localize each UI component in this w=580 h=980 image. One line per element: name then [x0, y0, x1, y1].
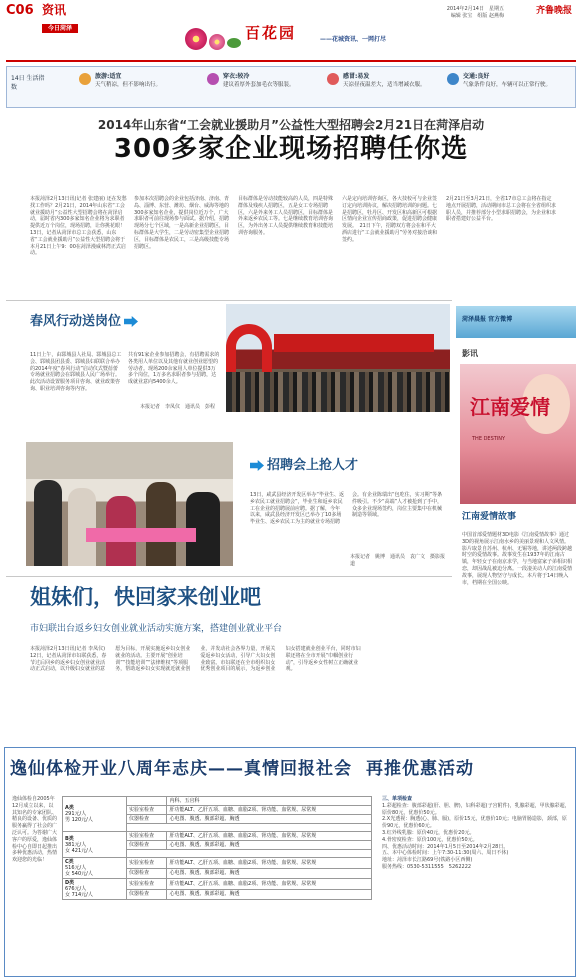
page-number: C06 — [6, 3, 34, 18]
story2-byline: 本报记者 李凤仪 通讯员 彭程 — [140, 404, 216, 410]
package-d — [63, 879, 127, 900]
flower-icon — [209, 34, 225, 50]
subsection-tag: 今日菏泽 — [42, 24, 78, 33]
index-name: 穿衣:较冷 — [223, 73, 250, 80]
issue-meta — [447, 6, 504, 20]
index-desc: 天气稍凉，但不影响出行。 — [95, 82, 162, 88]
traffic-icon — [447, 73, 459, 85]
ad-line: 3.红外线乳腺：原价40元，优惠价20元。 — [382, 829, 475, 836]
table-cell: 仪器检查 — [127, 815, 167, 824]
story4-body: 本报菏泽2月13日讯(记者 李凤仪) 12日，记者从菏泽市妇联获悉，春节过后回乡的返乡妇女创业就业活动正式启动，以升级妇女就业的意愿为目标，开展实施返乡妇女创业就业的活动。主要开展“创业培训”“技能培训”“法律维权”等项服务，帮助返乡妇女实现就近就业创业，并发动社会各界力量，开展关爱返乡妇女活动，引导广大妇女创业致富。市妇联还在全市组织妇女优秀创业项目的展示，为返乡创业妇女搭建就业创业平台，同时市妇联还将在全市开展“巾帼创业行动”，引导返乡女性树立正确就业观。 — [30, 646, 361, 673]
pkg-price: 381元/人 — [65, 841, 87, 848]
ad-line: 四、优惠活动时间：2014年1月5日至2014年2月28日。 — [382, 843, 509, 850]
travel-icon — [79, 73, 91, 85]
banner-title: 百花园 — [245, 24, 297, 42]
index-cold — [327, 73, 447, 103]
table-cell: 肝功能ALT、乙肝五项、血糖、血脂2项、肾功能、血常规、尿常规 — [167, 879, 372, 890]
story2-title — [30, 316, 138, 327]
main-headline: 300多家企业现场招聘任你选 — [113, 134, 469, 164]
story3-title — [250, 460, 358, 471]
column-banner — [175, 22, 415, 58]
ad-price-table — [62, 796, 372, 900]
table-cell: 肝功能ALT、乙肝五项、血糖、血脂2项、肾功能、血常规、尿常规 — [167, 806, 372, 815]
pkg-price: 516元/人 — [65, 865, 87, 871]
paper-logo: 齐鲁晚报 — [535, 6, 572, 16]
table-cell: 心电图、腹透、腹部彩超、胸透 — [167, 868, 372, 879]
life-index-label: 14日 生活指数 — [11, 75, 45, 91]
table-cell — [127, 824, 372, 832]
story2-photo — [226, 304, 450, 412]
table-cell: 仪器检查 — [127, 868, 167, 879]
pkg-special: 男 120元/人 — [65, 817, 93, 823]
main-col-4: 六是定向培训咨询区，各大技校可与企业签订定向培训协议，解决招聘培训的问题。七是招聘区，牡丹区、开发区和高新区可根据区情向企业宣传招商政策，促进招聘会健康发展。 21日下午，招聘双方将会在和平大酒店进行“工会就业援助月”劳务对接洽谈和签约。 — [342, 196, 438, 243]
movie-label: 影讯 — [462, 349, 478, 358]
main-col-2: 参加本次招聘会的企业包括济南、济南、青岛、淄博、东营、潍坊、烟台、威海等地的300多家知名企业，提供岗位近万个，广大求职者可前往现场参与面试。据介绍，招聘现场分七个区域，一是高新企业招聘区，目标群体是大学生，二是劳动密集型企业招聘区，目标群体是农民工，三是高级技能专场招聘区。 — [134, 196, 230, 250]
table-cell: 仪器检查 — [127, 889, 167, 900]
table-cell: 心电图、腹透、腹部彩超、胸透 — [167, 889, 372, 900]
ad-right-title: 三、单项检查 — [382, 796, 413, 802]
story2-title-text: 春风行动送岗位 — [30, 314, 122, 329]
table-cell: 肝功能ALT、乙肝五项、血糖、血脂2项、肾功能、血常规、尿常规 — [167, 858, 372, 869]
pkg-name: A类 — [65, 805, 74, 811]
pkg-price: 676元/人 — [65, 886, 87, 892]
pkg-name: C类 — [65, 859, 74, 865]
main-col-1: 本报菏泽2月13日讯(记者 张建丽) 还在发愁找工作吗？2月21日，2014年山东省“工会就业援助月”公益性大型招聘会将在菏泽启动，届时省内300多家知名企业将为求职者提供近万个岗位，现场招聘，让你挑花眼！ 13日，记者从菏泽市总工会获悉，山东省“工会就业援助月”公益性大型招聘会将于本月21日上午9：00在菏泽漫威林湾正式启动。 — [30, 196, 131, 257]
index-travel — [79, 73, 199, 103]
event-banner — [274, 334, 434, 352]
table-cell: 肝功能ALT、乙肝五项、血糖、血脂2项、肾功能、血常规、尿常规 — [167, 832, 372, 841]
package-a — [63, 797, 127, 832]
weibo-ad-label: 菏泽晨报 官方微博 — [462, 316, 513, 323]
ad-headline — [10, 759, 474, 779]
story4-subtitle: 市妇联出台返乡妇女创业就业活动实施方案，搭建创业就业平台 — [30, 624, 283, 634]
main-col-3: 目标群体是劳动技能较高的人员，四是特殊群体及残疾人招聘区，五是女工专场招聘区，六是外来务工人员招聘区，目标群体是外来返乡农民工等。七是继续教育培训咨询区，为外出务工人员提供继续教育和技能培训咨询服务。 — [238, 196, 334, 236]
banner-subtitle: ——花城资讯、一网打尽 — [320, 36, 387, 43]
arrow-right-icon — [250, 460, 264, 471]
story2-body-2: 共有91家企业参加招聘会，有招聘需求的各类用人单位以及其他有就业创业愿望的劳动者。现场200余家用人单位提供3万多个岗位，1万多名求职者参与招聘，达成就业意向5400余人。 — [128, 352, 220, 386]
leaf-icon — [227, 38, 241, 48]
story3-body: 13日，咸武县经济开发区举办“毕业生、返乡农民工就业招聘会”，毕业生和返乡农民工在企业的招聘展前应聘。据了解，今年以来，咸武县经济开发区已举办了10多场毕业生、返乡农民工为主的就业专场招聘会。有企业陈瑞出“包吃住，实习期”等条件吸引。不少“高端”人才被抢到了手中，众多企业现场签约，岗位主要集中在机械制造等领域。 — [250, 492, 443, 526]
pkg-name: D类 — [65, 880, 75, 886]
cold-icon — [327, 73, 339, 85]
index-clothing — [207, 73, 327, 103]
header-rule — [6, 60, 576, 62]
flower-icon — [185, 28, 207, 50]
package-b — [63, 832, 127, 858]
divider — [6, 576, 452, 577]
issue-date: 2014年2月14日 星期五 — [446, 6, 504, 12]
table-cell: 仪器检查 — [127, 841, 167, 850]
ad-title-mid: ——真情回报社会 — [208, 759, 352, 779]
life-index-bar — [6, 66, 576, 108]
pkg-price: 291元/人 — [65, 811, 87, 817]
ad-title-right: 再推优惠活动 — [366, 759, 474, 779]
table-cell: 心电图、腹透、腹部彩超、胸透 — [167, 815, 372, 824]
index-name: 交通:良好 — [463, 73, 490, 80]
main-col-5: 2月21日至3月21日，全省17市总工会将在指定地点开展招聘，活动期间市总工会将在全省组织求职人员，并推荐部分小型求职招聘会，为企业和求职者搭建好公益平台。 — [446, 196, 557, 223]
pkg-special: 女 421元/人 — [65, 847, 93, 854]
story3-byline: 本报记者 姚博 通讯员 袁广文 摄影报道 — [350, 554, 446, 567]
story4-title: 姐妹们，快回家来创业吧 — [30, 585, 261, 609]
table-cell — [127, 797, 167, 806]
ad-intro: 逸仙体检自2005年12月成立以来，以其知名的专家团队、精良的设备、优质的服务赢得了社会的广泛认可。为答谢广大客户的厚爱，逸仙体检中心自即日起推出多种优惠活动，热情欢迎您的光临！ — [12, 796, 58, 864]
ad-title-left: 逸仙体检开业八周年志庆 — [10, 759, 208, 779]
table-cell: 实验室检查 — [127, 832, 167, 841]
section-title: 资讯 — [42, 3, 67, 17]
index-desc: 气象条件良好，车辆可以正常行驶。 — [463, 82, 552, 88]
table-cell: 内科、五官科 — [167, 797, 372, 806]
weibo-ad[interactable] — [456, 306, 576, 338]
movie-poster — [460, 364, 576, 504]
ad-line: 1.彩超检查：腹部彩超(肝、胆、脾)，妇科彩超(子宫附件)，乳腺彩超，甲状腺彩超，原价80元，优惠价50元。 — [382, 802, 570, 816]
index-name: 旅游:适宜 — [95, 73, 122, 80]
table-cell — [127, 850, 372, 858]
movie-title: 江南爱情故事 — [462, 512, 517, 522]
editors: 编辑 张宝 组版 赵燕梅 — [450, 13, 504, 19]
person — [68, 488, 96, 566]
table-cell: 实验室检查 — [127, 879, 167, 890]
ad-line: 4.骨密度检查：原价100元，优惠价50元。 — [382, 836, 478, 843]
package-c — [63, 858, 127, 879]
index-traffic — [447, 73, 567, 103]
person — [34, 480, 62, 566]
pkg-name: B类 — [65, 835, 74, 842]
main-kicker: 2014年山东省“工会就业援助月”公益性大型招聘会2月21日在菏泽启动 — [97, 118, 485, 132]
story3-title-text: 招聘会上抢人才 — [267, 458, 359, 473]
poster-title: 江南爱情 — [470, 395, 550, 419]
clothing-icon — [207, 73, 219, 85]
pkg-special: 女 540元/人 — [65, 871, 93, 877]
ad-line: 2.X光透视：胸透(心、肺、膈)，原价15元，优惠价10元；电脑胃肠造影，颈部，原价90元，优惠价60元。 — [382, 816, 567, 830]
table-cell: 心电图、腹透、腹部彩超、胸透 — [167, 841, 372, 850]
ad-right-column — [382, 796, 570, 972]
index-desc: 天凉昼夜温差大，适当增减衣服。 — [343, 82, 426, 88]
table-cell: 实验室检查 — [127, 806, 167, 815]
ad-line: 五、本中心体检时间：上午7:30-11:30(周六、周日不休) — [382, 850, 509, 857]
index-name: 感冒:易发 — [343, 73, 370, 80]
crowd — [226, 372, 450, 412]
story2-body-1: 11日上午，由郓城县人社局、郓城县总工会、郓城县团县委、郓城县妇联联合举办的2014年度“春风行动”启动仪式暨蓓蕾专场就业招聘会在郓城县人民广场举行。此次活动设置服务项目咨询、就业政策咨询、职业培训咨询等内容。 — [30, 352, 122, 392]
story3-photo — [26, 442, 233, 566]
arrow-right-icon — [124, 316, 138, 327]
recruitment-desk — [86, 528, 196, 542]
pkg-special: 女 714元/人 — [65, 892, 93, 898]
person — [146, 482, 176, 566]
ad-address: 地址：菏泽市长江路69号(铁路小区西侧) — [382, 857, 473, 864]
ad-hotline: 服务热线：0530-5311555 5262222 — [382, 863, 472, 870]
poster-subtitle: THE DESTINY — [472, 436, 506, 442]
table-cell: 实验室检查 — [127, 858, 167, 869]
movie-body: 中国首部爱情题材3D电影《江南爱情故事》通过3D的视角展示江南水乡的美丽景观和人文风情。影片取景自苏州、杭州、无锡等地，讲述两段跨越时空的爱情故事。故事发生在1937年的江南古镇，年轻女子在南京求学，与当地富家子弟相识相恋，却因战乱被迫分离。一段凄美动人的江南爱情故事，展现人物坚守与成长。本片将于14日晚入市，档期在全国公映。 — [462, 532, 573, 586]
index-desc: 建议着厚外套加毛衣等服装。 — [223, 82, 295, 88]
divider — [6, 300, 452, 301]
